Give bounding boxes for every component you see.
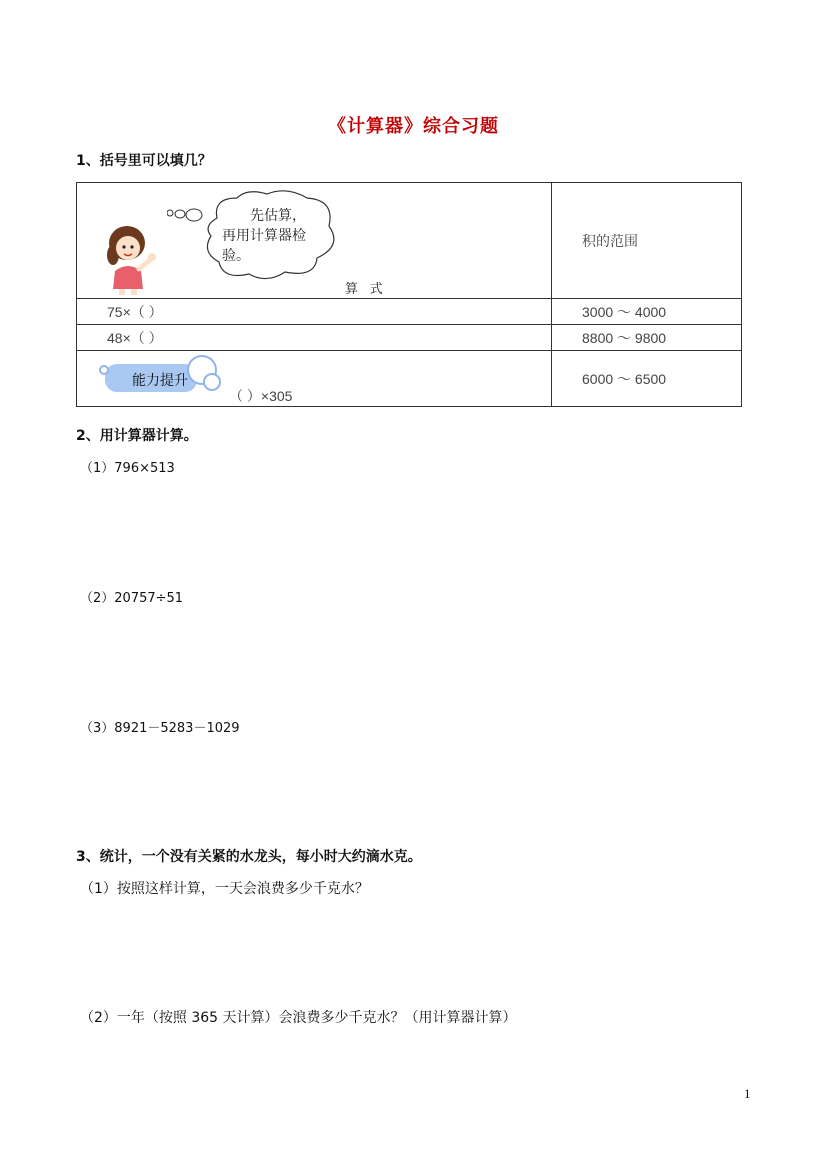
advanced-formula-cell — [77, 351, 552, 407]
page-number: 1 — [744, 1086, 751, 1101]
bubble-line-2: 再用计算器检 — [222, 227, 306, 243]
page-title: 《计算器》综合习题 — [328, 116, 499, 137]
advanced-formula: （ ）×305 — [229, 388, 293, 404]
range-cell-2: 8800 ～ 9800 — [552, 325, 742, 351]
range-cell-1: 3000 ～ 4000 — [552, 299, 742, 325]
q2-item-3: （3）8921－5283－1029 — [80, 721, 240, 736]
badge-circle-small-icon — [99, 365, 109, 375]
q2-item-2: （2）20757÷51 — [80, 591, 184, 606]
badge-circle-medium-icon — [203, 373, 221, 391]
estimate-table — [76, 182, 742, 407]
bubble-text — [222, 205, 306, 265]
girl-illustration — [105, 223, 161, 295]
range-header-cell: 积的范围 — [552, 183, 742, 299]
bubble-line-1: 先估算， — [250, 207, 306, 223]
question-3-heading: 3、统计，一个没有关紧的水龙头，每小时大约滴水克。 — [76, 849, 422, 865]
advanced-badge-label: 能力提升 — [132, 372, 188, 388]
q3-item-2: （2）一年（按照 365 天计算）会浪费多少千克水？（用计算器计算） — [80, 1010, 517, 1026]
question-1-heading: 1、括号里可以填几？ — [76, 153, 212, 169]
q3-item-1: （1）按照这样计算，一天会浪费多少千克水？ — [80, 881, 369, 897]
advanced-range-cell: 6000 ～ 6500 — [552, 351, 742, 407]
formula-cell-1: 75×（ ） — [77, 299, 552, 325]
formula-header-cell — [77, 183, 552, 299]
formula-column-label: 算 式 — [345, 281, 387, 296]
q2-item-1: （1）796×513 — [80, 461, 175, 476]
question-2-heading: 2、用计算器计算。 — [76, 428, 198, 444]
bubble-line-3: 验。 — [222, 247, 250, 263]
formula-cell-2: 48×（ ） — [77, 325, 552, 351]
